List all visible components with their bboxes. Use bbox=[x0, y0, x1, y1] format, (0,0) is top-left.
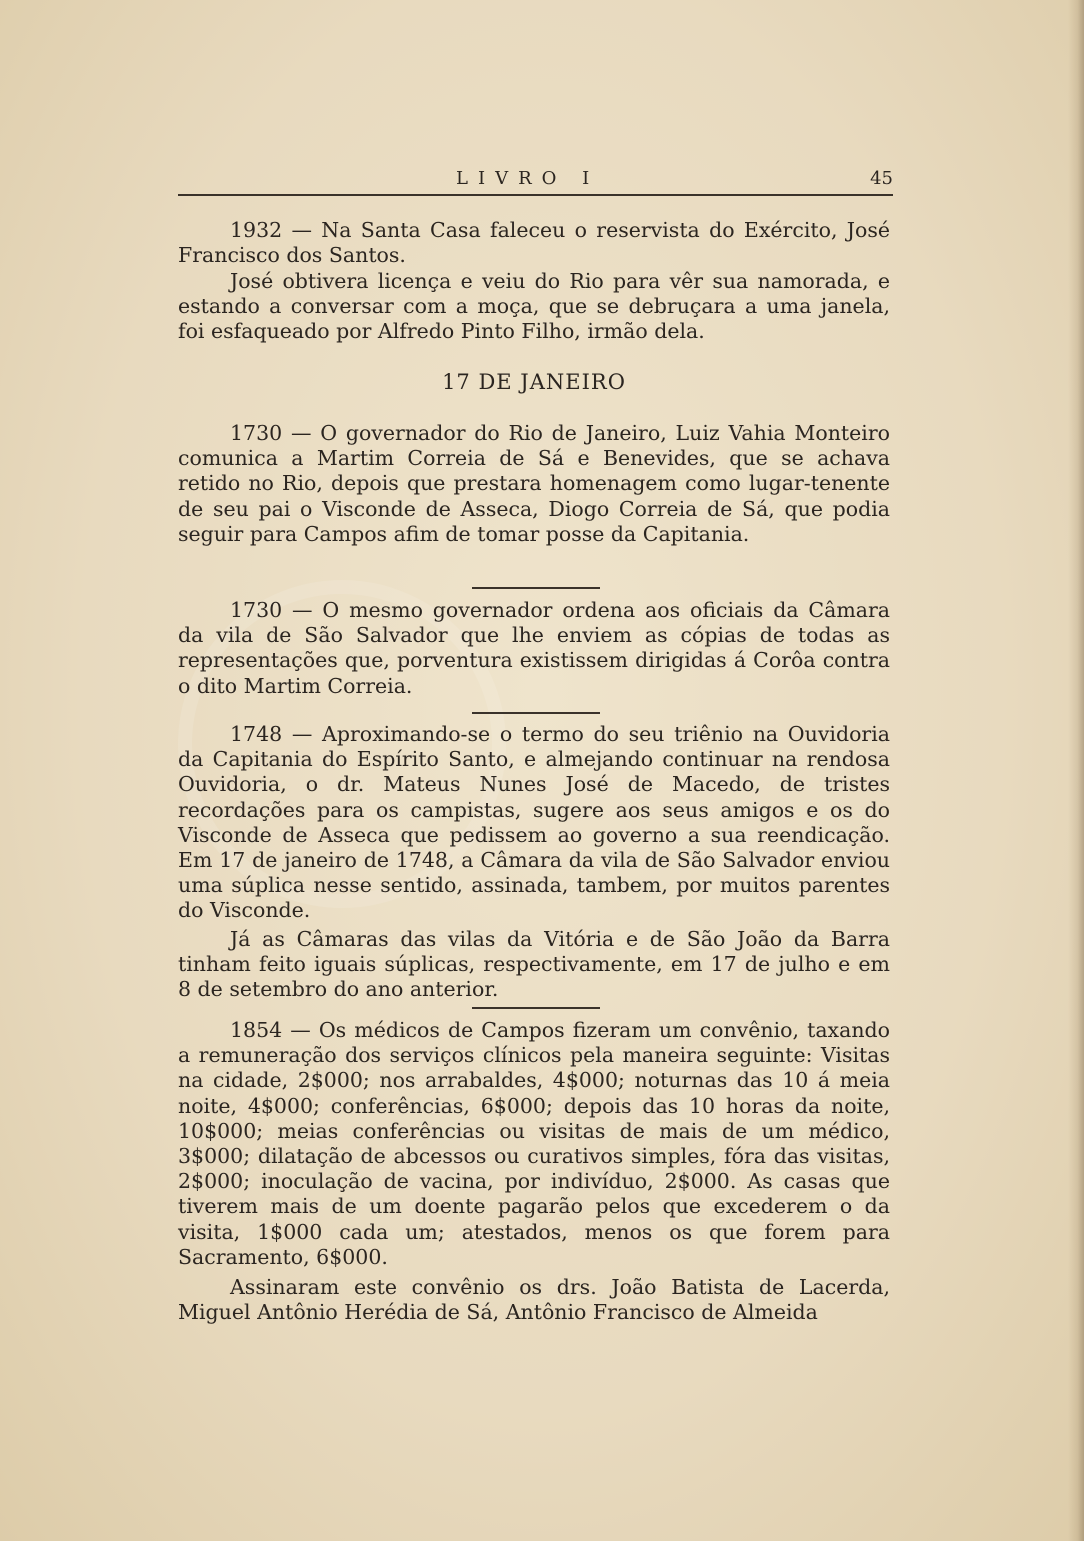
entry-1854-continued: Assinaram este convênio os drs. João Batista de Lacerda, Miguel Antônio Herédia de Sá, Antônio Francisco de Almeida bbox=[178, 1275, 890, 1325]
page-number: 45 bbox=[870, 168, 893, 189]
entry-1932-continued: José obtivera licença e veiu do Rio para vêr sua namorada, e estando a conversar com a moça, que se debruçara a uma janela, foi esfaqueado por Alfredo Pinto Filho, irmão dela. bbox=[178, 269, 890, 344]
date-heading: 17 DE JANEIRO bbox=[442, 370, 626, 394]
entry-1748-continued: Já as Câmaras das vilas da Vitória e de São João da Barra tinham feito iguais súplicas, respectivamente, em 17 de julho e em 8 de setembro do ano anterior. bbox=[178, 927, 890, 1002]
running-header bbox=[178, 166, 893, 196]
entry-1730-a: 1730 — O governador do Rio de Janeiro, Luiz Vahia Monteiro comunica a Martim Correia de Sá e Benevides, que se achava retido no Rio, depois que prestara homenagem como lugar-tenente de seu pai o Visconde de Asseca, Diogo Correia de Sá, que podia seguir para Campos afim de tomar posse da Capitania. bbox=[178, 421, 890, 546]
header-rule bbox=[178, 194, 893, 196]
page-edge-shadow bbox=[1068, 0, 1084, 1541]
section-divider bbox=[472, 712, 600, 714]
entry-1854: 1854 — Os médicos de Campos fizeram um convênio, taxando a remuneração dos serviços clínicos pela maneira seguinte: Visitas na cidade, 2$000; nos arrabaldes, 4$000; noturnas das 10 á meia noite, 4$000; conferências, 6$000; depois das 10 horas da noite, 10$000; meias conferências ou visitas de mais de um médico, 3$000; dilatação de abcessos ou curativos simples, fóra das visitas, 2$000; inoculação de vacina, por indivíduo, 2$000. As casas que tiverem mais de um doente pagarão pelos que excederem o da visita, 1$000 cada um; atestados, menos os que forem para Sacramento, 6$000. bbox=[178, 1018, 890, 1269]
running-title: LIVRO I bbox=[456, 168, 600, 189]
entry-1932: 1932 — Na Santa Casa faleceu o reservista do Exército, José Francisco dos Santos. bbox=[178, 218, 890, 268]
section-divider bbox=[472, 587, 600, 589]
entry-1748: 1748 — Aproximando-se o termo do seu triênio na Ouvidoria da Capitania do Espírito Santo, e almejando continuar na rendosa Ouvidoria, o dr. Mateus Nunes José de Macedo, de tristes recordações para os campistas, sugere aos seus amigos e os do Visconde de Asseca que pedissem ao governo a sua reendicação. Em 17 de janeiro de 1748, a Câmara da vila de São Salvador enviou uma súplica nesse sentido, assinada, tambem, por muitos parentes do Visconde. bbox=[178, 722, 890, 923]
entry-1730-b: 1730 — O mesmo governador ordena aos oficiais da Câmara da vila de São Salvador que lhe enviem as cópias de todas as representações que, porventura existissem dirigidas á Corôa contra o dito Martim Correia. bbox=[178, 598, 890, 698]
section-divider bbox=[472, 1007, 600, 1009]
